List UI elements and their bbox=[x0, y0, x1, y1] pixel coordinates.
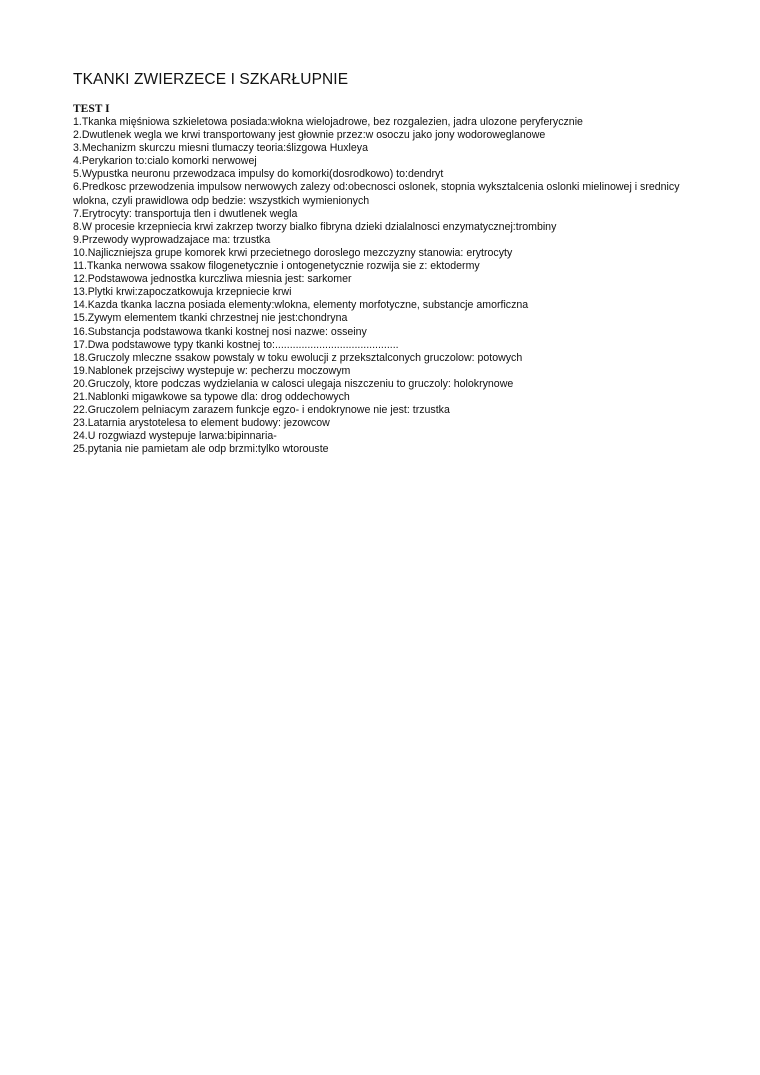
answer-item-24: 24.U rozgwiazd wystepuje larwa:bipinnaria- bbox=[73, 430, 277, 443]
answer-item-23: 23.Latarnia arystotelesa to element budowy: jezowcow bbox=[73, 417, 330, 430]
answer-item-21: 21.Nablonki migawkowe sa typowe dla: drog oddechowych bbox=[73, 390, 350, 403]
answer-item-2: 2.Dwutlenek wegla we krwi transportowany jest głownie przez:w osoczu jako jony wodoroweglanowe bbox=[73, 129, 546, 142]
answer-item-11: 11.Tkanka nerwowa ssakow filogenetycznie i ontogenetycznie rozwija sie z: ektodermy bbox=[73, 260, 480, 273]
answer-item-25: 25.pytania nie pamietam ale odp brzmi:tylko wtorouste bbox=[73, 443, 329, 456]
answer-item-7: 7.Erytrocyty: transportuja tlen i dwutlenek wegla bbox=[73, 207, 298, 220]
answer-item-9: 9.Przewody wyprowadzajace ma: trzustka bbox=[73, 233, 271, 246]
answer-list bbox=[73, 116, 693, 456]
answer-item-15: 15.Zywym elementem tkanki chrzestnej nie jest:chondryna bbox=[73, 312, 348, 325]
answer-item-13: 13.Plytki krwi:zapoczatkowuja krzepniecie krwi bbox=[73, 286, 292, 299]
answer-item-18: 18.Gruczoly mleczne ssakow powstaly w toku ewolucji z przeksztalconych gruczolow: potowych bbox=[73, 351, 523, 364]
answer-item-1: 1.Tkanka mięśniowa szkieletowa posiada:włokna wielojadrowe, bez rozgalezien, jadra ulozone peryferycznie bbox=[73, 116, 583, 128]
answer-item-22: 22.Gruczolem pelniacym zarazem funkcje egzo- i endokrynowe nie jest: trzustka bbox=[73, 404, 450, 417]
answer-item-16: 16.Substancja podstawowa tkanki kostnej nosi nazwe: osseiny bbox=[73, 325, 367, 338]
answer-item-3: 3.Mechanizm skurczu miesni tlumaczy teoria:ślizgowa Huxleya bbox=[73, 142, 368, 155]
document-page bbox=[73, 70, 693, 456]
answer-item-12: 12.Podstawowa jednostka kurczliwa miesnia jest: sarkomer bbox=[73, 273, 352, 286]
answer-item-4: 4.Perykarion to:cialo komorki nerwowej bbox=[73, 155, 257, 168]
document-title: TKANKI ZWIERZECE I SZKARŁUPNIE bbox=[73, 71, 349, 88]
answer-item-17: 17.Dwa podstawowe typy tkanki kostnej to:.......................................... bbox=[73, 338, 399, 351]
answer-item-19: 19.Nablonek przejsciwy wystepuje w: pecherzu moczowym bbox=[73, 364, 351, 377]
answer-item-14: 14.Kazda tkanka laczna posiada elementy:wlokna, elementy morfotyczne, substancje amorficzna bbox=[73, 299, 529, 312]
answer-item-10: 10.Najliczniejsza grupe komorek krwi przecietnego doroslego mezczyzny stanowia: erytrocyty bbox=[73, 246, 513, 259]
answer-item-5: 5.Wypustka neuronu przewodzaca impulsy do komorki(dosrodkowo) to:dendryt bbox=[73, 168, 444, 181]
answer-item-20: 20.Gruczoly, ktore podczas wydzielania w calosci ulegaja niszczeniu to gruczoly: holokrynowe bbox=[73, 377, 514, 390]
section-title: TEST I bbox=[73, 103, 110, 115]
answer-item-6: 6.Predkosc przewodzenia impulsow nerwowych zalezy od:obecnosci oslonek, stopnia wyksztalcenia oslonki mielinowej i srednicy wlokna, czyli prawidlowa odp bedzie: wszystkich wymienionych bbox=[73, 181, 683, 207]
answer-item-8: 8.W procesie krzepniecia krwi zakrzep tworzy bialko fibryna dzieki dzialalnosci enzymatycznej:trombiny bbox=[73, 220, 557, 233]
